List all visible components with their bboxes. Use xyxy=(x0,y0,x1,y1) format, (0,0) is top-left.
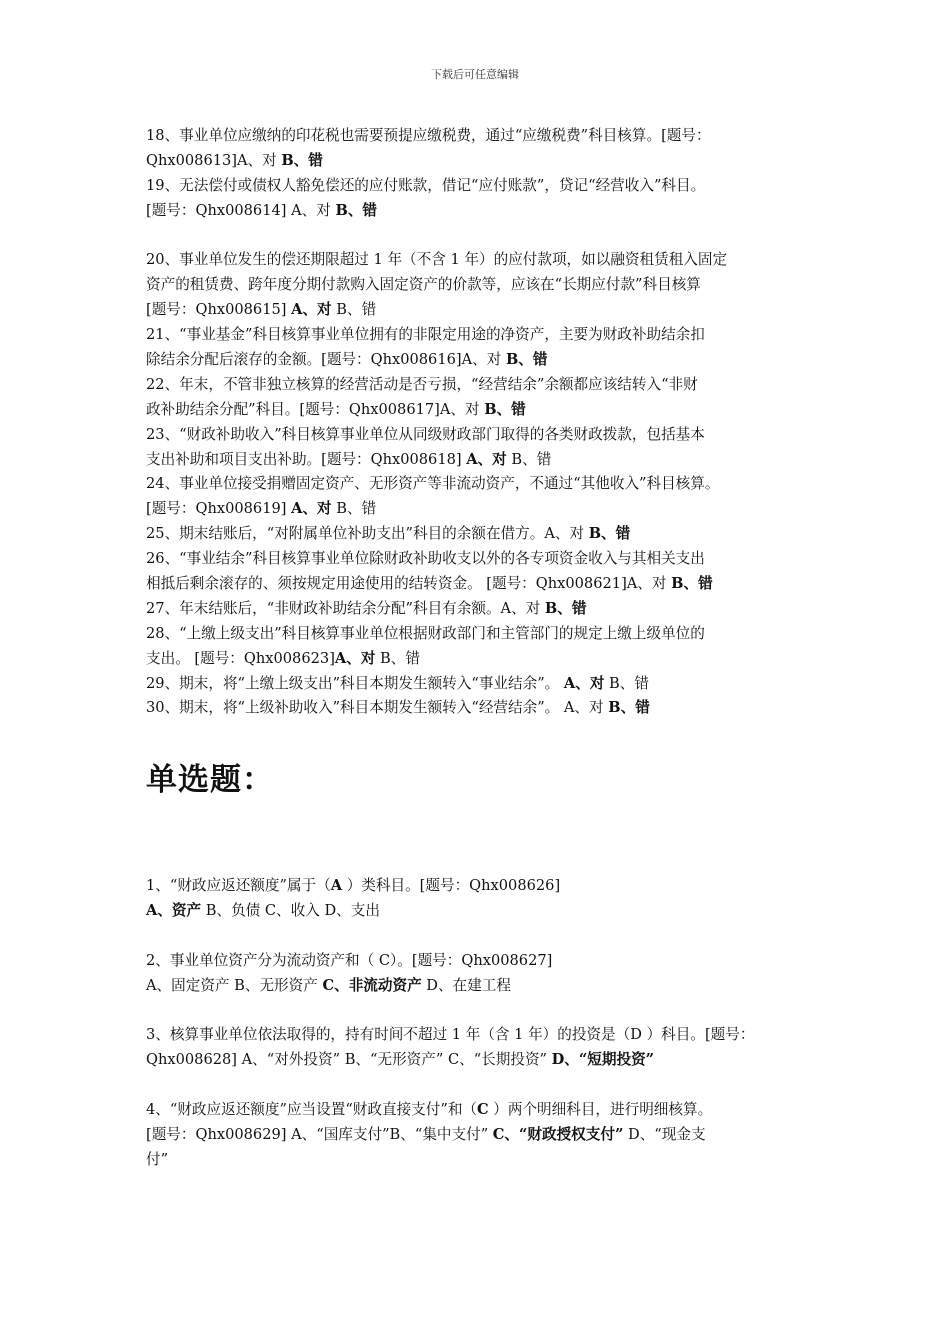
answer-text: C、非流动资产 xyxy=(322,976,422,994)
answer-text: D、“短期投资” xyxy=(551,1051,655,1069)
question-text: 26、“事业结余”科目核算事业单位除财政补助收支以外的各专项资金收入与其相关支出 xyxy=(146,550,705,568)
text-line xyxy=(146,1023,818,1048)
text-line xyxy=(146,124,818,149)
text-line xyxy=(146,547,818,572)
answer-text: B、错 xyxy=(505,351,548,369)
question-text: 除结余分配后滚存的金额。[题号：Qhx008616]A、对 xyxy=(146,351,506,369)
answer-text: A、对 xyxy=(334,649,376,667)
question-text: [题号：Qhx008615] xyxy=(146,301,292,319)
answer-text: A、对 xyxy=(291,500,332,518)
blank-line xyxy=(146,924,818,949)
answer-text: A、对 xyxy=(466,450,507,468)
question-text: B、错 xyxy=(375,649,420,667)
text-line xyxy=(146,298,818,323)
text-line xyxy=(146,323,818,348)
question-text: 3、核算事业单位依法取得的，持有时间不超过 1 年（含 1 年）的投资是（D ）科目。[题号： xyxy=(146,1026,755,1044)
text-line xyxy=(146,273,818,298)
question-text: 21、“事业基金”科目核算事业单位拥有的非限定用途的净资产，主要为财政补助结余扣 xyxy=(146,326,705,344)
blank-line xyxy=(146,224,818,249)
blank-line xyxy=(146,1073,818,1098)
answer-text: B、错 xyxy=(544,599,587,617)
section-heading: 单选题： xyxy=(146,762,274,798)
question-text: D、“现金支 xyxy=(623,1125,706,1143)
answer-text: B、错 xyxy=(588,525,631,543)
question-text: [题号：Qhx008629] A、“国库支付”B、“集中支付” xyxy=(146,1125,493,1143)
text-line xyxy=(146,672,818,697)
answer-text: C、“财政授权支付” xyxy=(492,1125,624,1143)
page-header: 下载后可任意编辑 xyxy=(431,68,519,81)
text-line xyxy=(146,149,818,174)
text-line xyxy=(146,348,818,373)
blank-line xyxy=(146,998,818,1023)
text-line xyxy=(146,448,818,473)
text-line xyxy=(146,572,818,597)
text-line xyxy=(146,199,818,224)
question-text: B、错 xyxy=(331,301,377,319)
question-text: 29、期末，将“上缴上级支出”科目本期发生额转入“事业结余”。 xyxy=(146,674,564,692)
true-false-questions xyxy=(146,124,818,721)
text-line xyxy=(146,696,818,721)
text-line xyxy=(146,472,818,497)
question-text: ）两个明细科目，进行明细核算。 xyxy=(488,1101,713,1119)
question-text: 支出补助和项目支出补助。[题号：Qhx008618] xyxy=(146,450,467,468)
question-text: [题号：Qhx008614] A、对 xyxy=(146,201,336,219)
question-text: 30、期末，将“上级补助收入”科目本期发生额转入“经营结余”。 A、对 xyxy=(146,699,609,717)
question-text: 22、年末，不管非独立核算的经营活动是否亏损，“经营结余”余额都应该结转入“非财 xyxy=(146,375,698,393)
question-text: 支出。 [题号：Qhx008623] xyxy=(146,649,335,667)
question-text: B、错 xyxy=(604,674,649,692)
text-line xyxy=(146,899,818,924)
text-line xyxy=(146,174,818,199)
question-text: B、错 xyxy=(331,500,377,518)
text-line xyxy=(146,1048,818,1073)
text-line xyxy=(146,647,818,672)
answer-text: A、对 xyxy=(563,674,605,692)
question-text: 18、事业单位应缴纳的印花税也需要预提应缴税费，通过“应缴税费”科目核算。[题号： xyxy=(146,127,711,144)
answer-text: A、资产 xyxy=(146,901,202,919)
question-text: 资产的租赁费、跨年度分期付款购入固定资产的价款等，应该在“长期应付款”科目核算 xyxy=(146,276,701,294)
answer-text: B、错 xyxy=(335,201,378,219)
text-line xyxy=(146,398,818,423)
answer-text: B、错 xyxy=(484,400,526,418)
text-line xyxy=(146,497,818,522)
question-text: 24、事业单位接受捐赠固定资产、无形资产等非流动资产，不通过“其他收入”科目核算。 xyxy=(146,475,720,493)
question-text: 1、“财政应返还额度”属于（ xyxy=(146,877,331,894)
question-text: 25、期末结账后，“对附属单位补助支出”科目的余额在借方。A、对 xyxy=(146,525,589,543)
answer-text: B、错 xyxy=(671,575,713,593)
text-line xyxy=(146,373,818,398)
question-text: 20、事业单位发生的偿还期限超过 1 年（不含 1 年）的应付款项，如以融资租赁租入固定 xyxy=(146,251,728,269)
question-text: 4、“财政应返还额度”应当设置“财政直接支付”和（ xyxy=(146,1101,478,1119)
answer-text: C xyxy=(477,1101,489,1119)
text-line xyxy=(146,1148,818,1173)
text-line xyxy=(146,1123,818,1148)
question-text: Qhx008613]A、对 xyxy=(146,151,282,169)
question-text: D、在建工程 xyxy=(421,976,511,994)
question-text: A、固定资产 B、无形资产 xyxy=(146,976,323,994)
answer-text: B、错 xyxy=(281,151,323,169)
text-line xyxy=(146,1098,818,1123)
question-text: 23、“财政补助收入”科目核算事业单位从同级财政部门取得的各类财政拨款，包括基本 xyxy=(146,425,705,443)
question-text: 政补助结余分配”科目。[题号：Qhx008617]A、对 xyxy=(146,400,485,418)
text-line xyxy=(146,423,818,448)
text-line xyxy=(146,874,818,899)
question-text: 2、事业单位资产分为流动资产和（ C）。[题号：Qhx008627] xyxy=(146,951,553,969)
text-line xyxy=(146,597,818,622)
question-text: 相抵后剩余滚存的、须按规定用途使用的结转资金。 [题号：Qhx008621]A、对 xyxy=(146,575,672,593)
answer-text: A、对 xyxy=(291,301,332,319)
question-text: 28、“上缴上级支出”科目核算事业单位根据财政部门和主管部门的规定上缴上级单位的 xyxy=(146,624,705,642)
question-text: ）类科目。[题号：Qhx008626] xyxy=(342,877,561,894)
text-line xyxy=(146,522,818,547)
question-text: 19、无法偿付或债权人豁免偿还的应付账款，借记“应付账款”，贷记“经营收入”科目。 xyxy=(146,176,706,194)
answer-text: B、错 xyxy=(608,699,650,717)
question-text: 付” xyxy=(146,1150,169,1168)
question-text: B、错 xyxy=(506,450,552,468)
answer-text: A xyxy=(330,877,343,894)
question-text: 27、年末结账后，“非财政补助结余分配”科目有余额。A、对 xyxy=(146,599,545,617)
text-line xyxy=(146,974,818,999)
single-choice-questions xyxy=(146,874,818,1173)
text-line xyxy=(146,949,818,974)
question-text: Qhx008628] A、“对外投资” B、“无形资产” C、“长期投资” xyxy=(146,1051,552,1069)
question-text: [题号：Qhx008619] xyxy=(146,500,292,518)
text-line xyxy=(146,248,818,273)
text-line xyxy=(146,622,818,647)
question-text: B、负债 C、收入 D、支出 xyxy=(201,901,380,919)
